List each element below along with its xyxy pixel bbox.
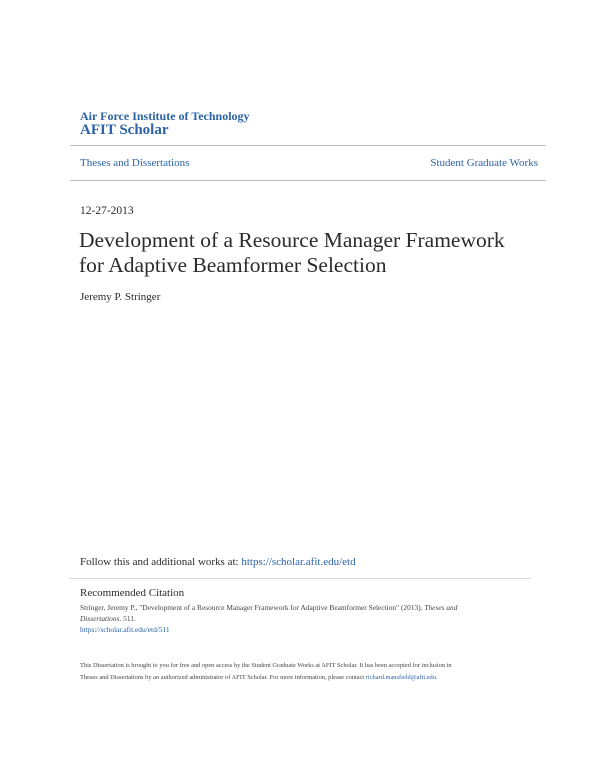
follow-line <box>80 556 356 568</box>
citation-suffix: . 511. <box>119 614 136 623</box>
repository-name[interactable]: AFIT Scholar <box>80 122 169 138</box>
citation-plain: Stringer, Jeremy P., "Development of a Resource Manager Framework for Adaptive Beamformer Selection" (2013). <box>80 603 425 612</box>
notice-line-2: Theses and Dissertations by an authorized administrator of AFIT Scholar. For more information, please contact <box>80 674 366 681</box>
follow-url-link[interactable]: https://scholar.afit.edu/etd <box>241 556 356 568</box>
nav-divider <box>70 180 546 181</box>
publication-date: 12-27-2013 <box>80 205 134 217</box>
contact-email-link[interactable]: richard.mansfield@afit.edu <box>365 674 436 681</box>
access-notice <box>80 660 520 684</box>
citation-text <box>80 602 520 624</box>
document-title <box>79 228 539 278</box>
follow-text: Follow this and additional works at: <box>80 556 242 568</box>
notice-line-1: This Dissertation is brought to you for free and open access by the Student Graduate Works at AFIT Scholar. It has been accepted for inclusion in <box>80 662 452 669</box>
citation-divider <box>70 578 530 579</box>
citation-italic-2: Dissertations <box>80 614 120 623</box>
institution-name: Air Force Institute of Technology <box>80 109 250 123</box>
recommended-citation-heading: Recommended Citation <box>80 587 185 599</box>
citation-italic-1: Theses and <box>424 603 458 612</box>
title-line-1: Development of a Resource Manager Framework <box>79 228 505 252</box>
student-graduate-works-link[interactable]: Student Graduate Works <box>430 157 538 169</box>
notice-period: . <box>435 674 438 681</box>
header-divider <box>70 145 546 146</box>
theses-dissertations-link[interactable]: Theses and Dissertations <box>80 157 190 169</box>
title-line-2: for Adaptive Beamformer Selection <box>79 253 387 277</box>
citation-url-link[interactable]: https://scholar.afit.edu/etd/511 <box>80 625 170 634</box>
author-name: Jeremy P. Stringer <box>80 291 161 303</box>
